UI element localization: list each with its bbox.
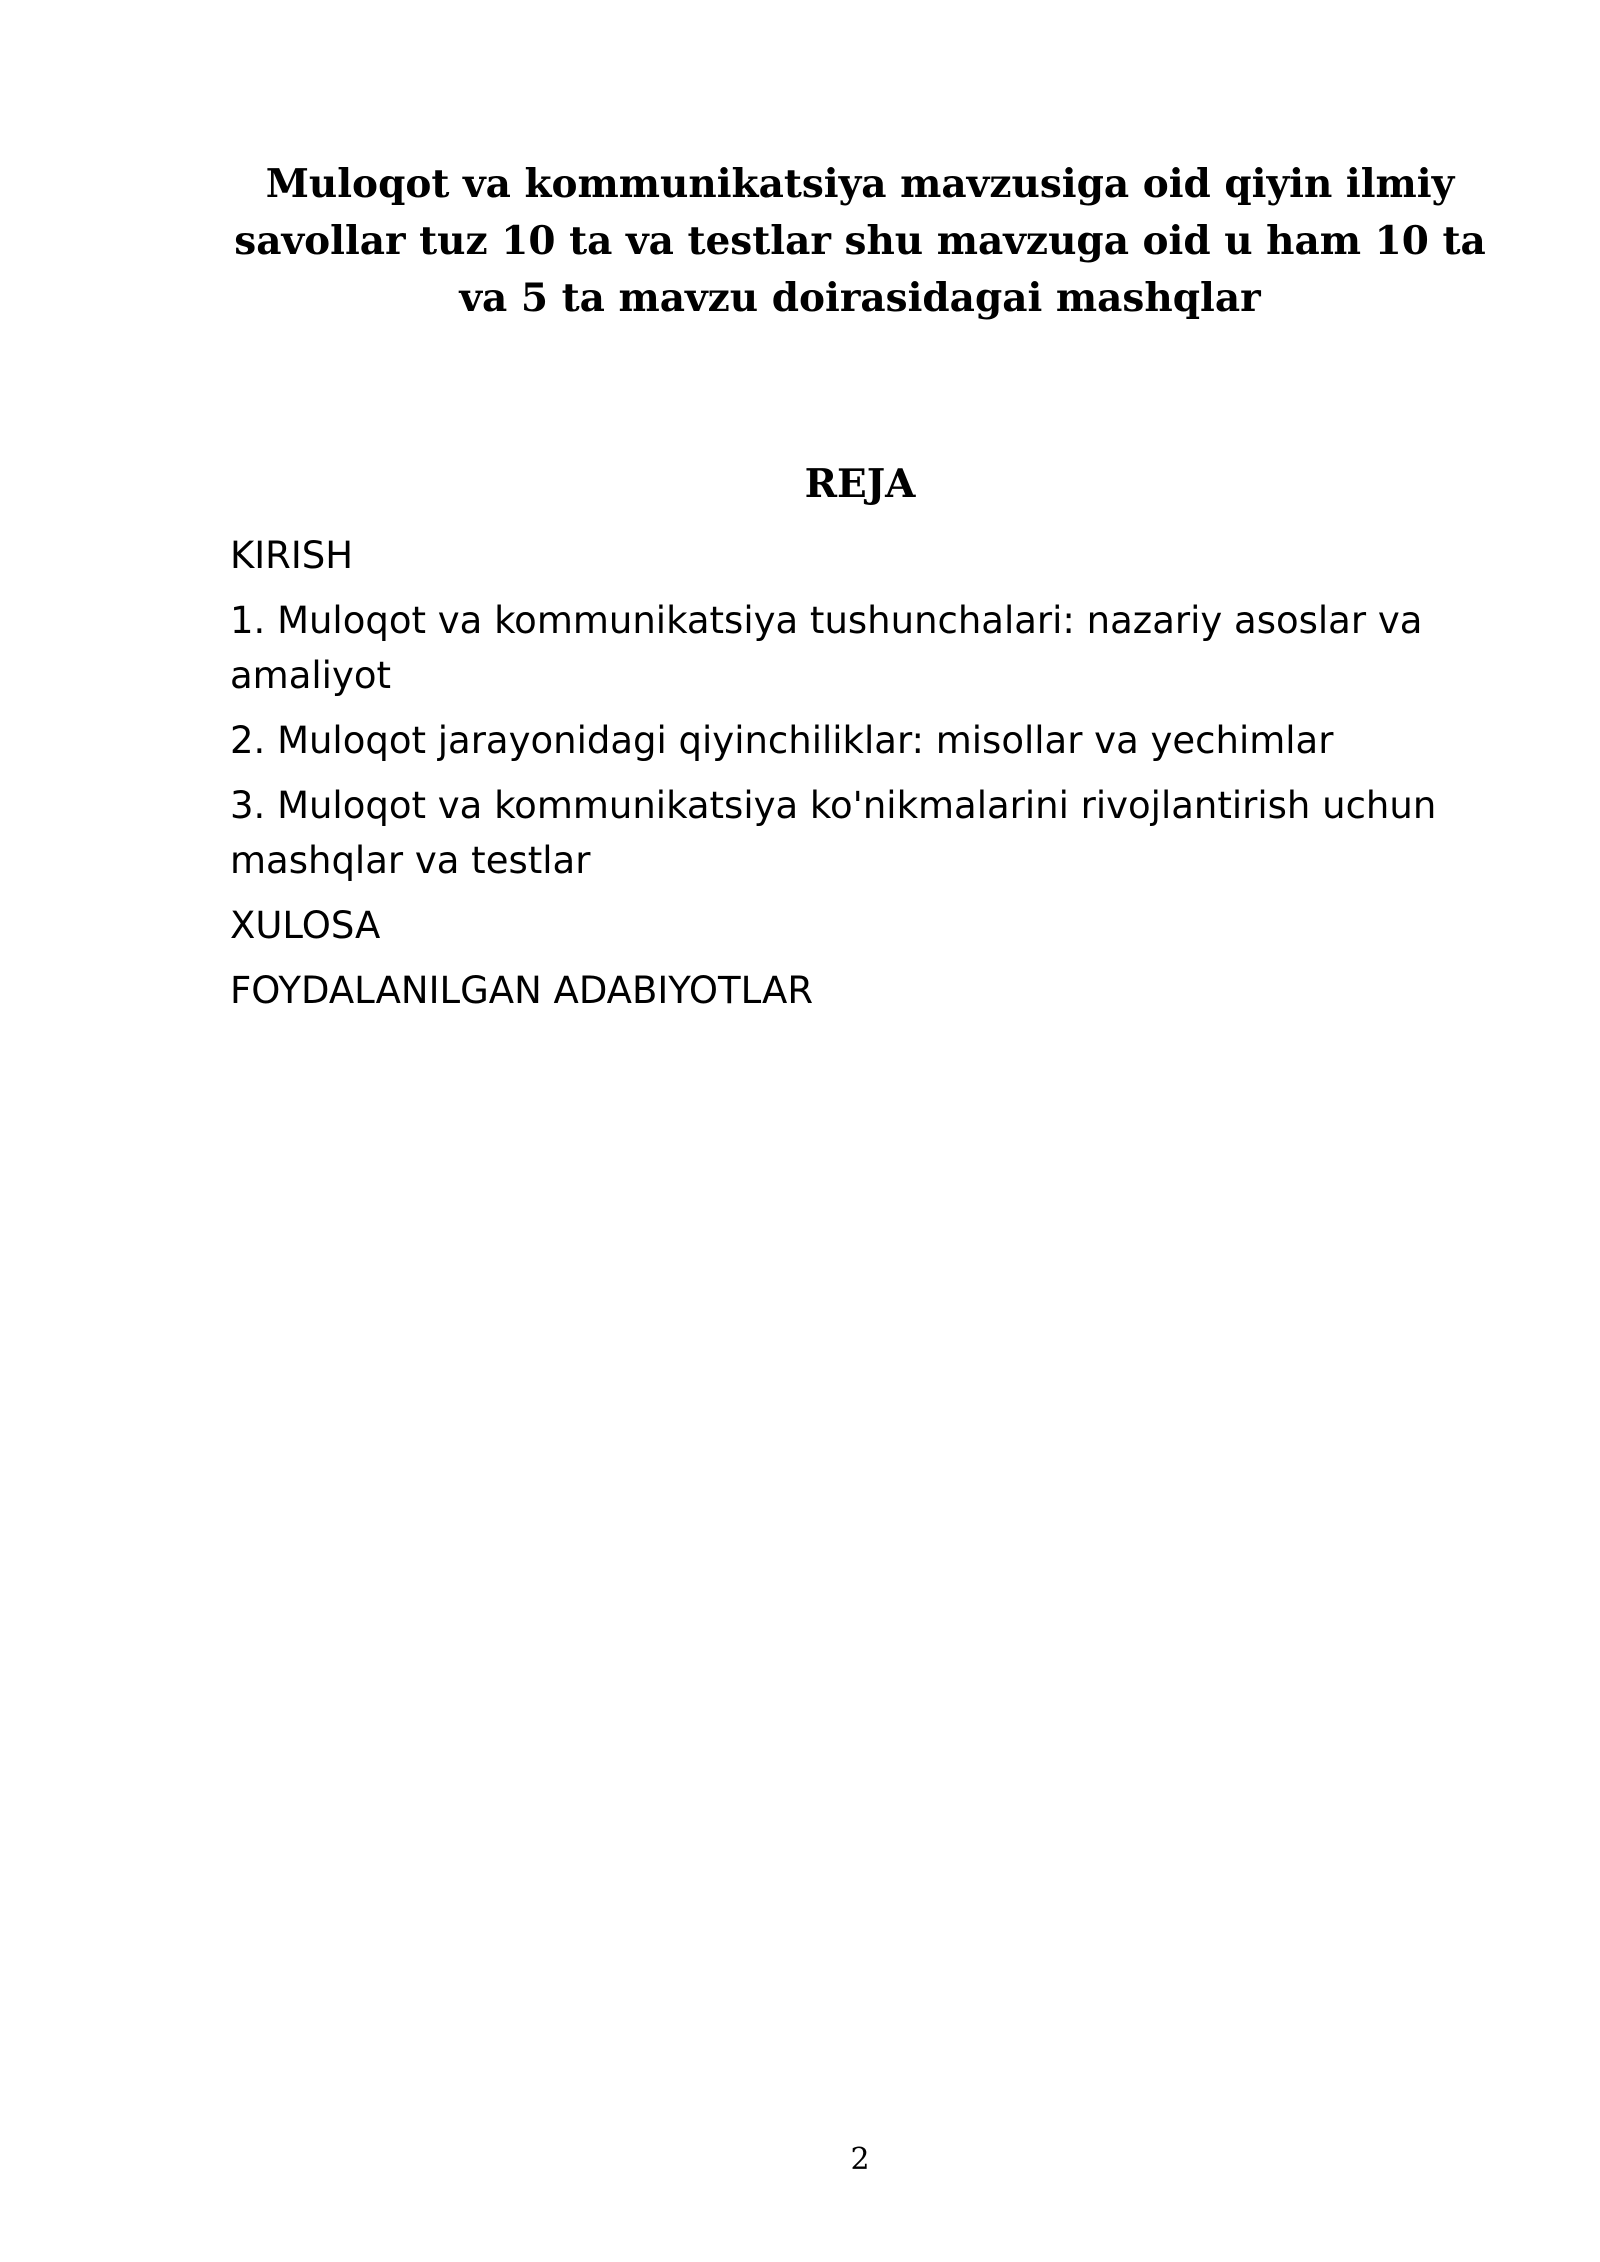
- document-title: Muloqot va kommunikatsiya mavzusiga oid qiyin ilmiy savollar tuz 10 ta va testlar shu mavzuga oid u ham 10 ta va 5 ta mavzu doirasidagai mashqlar: [234, 161, 1486, 321]
- plan-item-1: 1. Muloqot va kommunikatsiya tushunchalari: nazariy asoslar va amaliyot: [230, 599, 1423, 697]
- plan-item-references: FOYDALANILGAN ADABIYOTLAR: [230, 969, 814, 1012]
- plan-item-conclusion: XULOSA: [230, 904, 381, 947]
- plan-heading: REJA: [804, 461, 916, 507]
- plan-list: [230, 528, 1495, 1028]
- plan-item-2: 2. Muloqot jarayonidagi qiyinchiliklar: misollar va yechimlar: [230, 719, 1334, 762]
- plan-item-3: 3. Muloqot va kommunikatsiya ko'nikmalarini rivojlantirish uchun mashqlar va testlar: [230, 784, 1437, 882]
- page-number: 2: [850, 2142, 870, 2177]
- plan-item-introduction: KIRISH: [230, 534, 354, 577]
